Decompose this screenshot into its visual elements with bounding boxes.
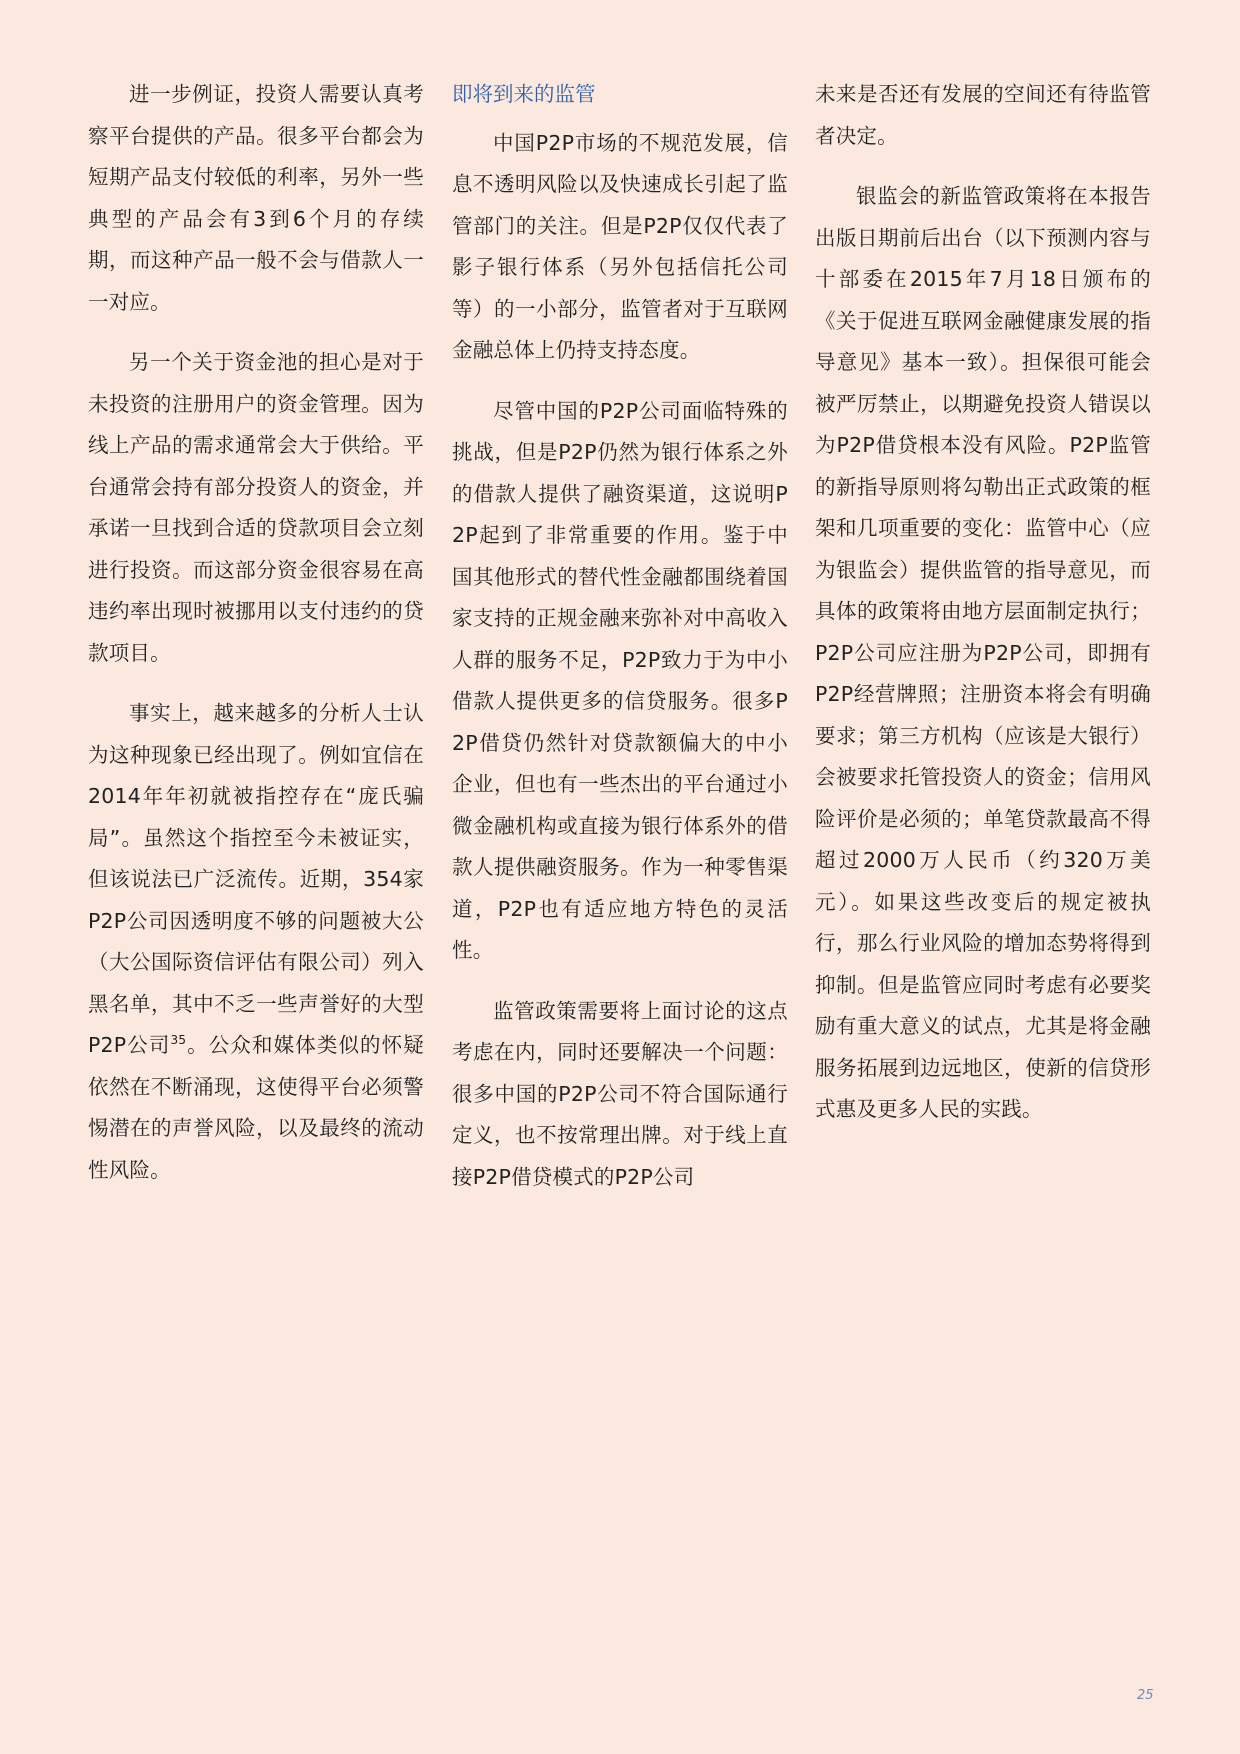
paragraph	[88, 693, 424, 1191]
section-heading: 即将到来的监管	[452, 82, 596, 106]
paragraph: 监管政策需要将上面讨论的这点考虑在内，同时还要解决一个问题：很多中国的P2P公司不符合国际通行定义，也不按常理出牌。对于线上直接P2P借贷模式的P2P公司	[452, 998, 788, 1189]
paragraph: 尽管中国的P2P公司面临特殊的挑战，但是P2P仍然为银行体系之外的借款人提供了融资渠道，这说明P2P起到了非常重要的作用。鉴于中国其他形式的替代性金融都围绕着国家支持的正规金融来弥补对中高收入人群的服务不足，P2P致力于为中小借款人提供更多的信贷服务。很多P2P借贷仍然针对贷款额偏大的中小企业，但也有一些杰出的平台通过小微金融机构或直接为银行体系外的借款人提供融资服务。作为一种零售渠道，P2P也有适应地方特色的灵活性。	[452, 398, 788, 962]
column-middle	[452, 74, 788, 1217]
paragraph-continued: 未来是否还有发展的空间还有待监管者决定。	[815, 82, 1151, 148]
column-left	[88, 74, 424, 1210]
page-number: 25	[1137, 1688, 1154, 1703]
paragraph: 另一个关于资金池的担心是对于未投资的注册用户的资金管理。因为线上产品的需求通常会大于供给。平台通常会持有部分投资人的资金，并承诺一旦找到合适的贷款项目会立刻进行投资。而这部分资金很容易在高违约率出现时被挪用以支付违约的贷款项目。	[88, 350, 424, 665]
footnote-marker[interactable]: 35	[170, 1033, 187, 1048]
paragraph-text: 。公众和媒体类似的怀疑依然在不断涌现，这使得平台必须警惕潜在的声誉风险，以及最终的流动性风险。	[88, 1033, 424, 1182]
paragraph-text: 事实上，越来越多的分析人士认为这种现象已经出现了。例如宜信在2014年年初就被指控存在“庞氏骗局”。虽然这个指控至今未被证实，但该说法已广泛流传。近期，354家P2P公司因透明度不够的问题被大公（大公国际资信评估有限公司）列入黑名单，其中不乏一些声誉好的大型P2P公司	[88, 701, 424, 1057]
paragraph: 银监会的新监管政策将在本报告出版日期前后出台（以下预测内容与十部委在2015年7月18日颁布的《关于促进互联网金融健康发展的指导意见》基本一致）。担保很可能会被严厉禁止，以期避免投资人错误以为P2P借贷根本没有风险。P2P监管的新指导原则将勾勒出正式政策的框架和几项重要的变化：监管中心（应为银监会）提供监管的指导意见，而具体的政策将由地方层面制定执行；P2P公司应注册为P2P公司，即拥有P2P经营牌照；注册资本将会有明确要求；第三方机构（应该是大银行）会被要求托管投资人的资金；信用风险评价是必须的；单笔贷款最高不得超过2000万人民币（约320万美元）。如果这些改变后的规定被执行，那么行业风险的增加态势将得到抑制。但是监管应同时考虑有必要奖励有重大意义的试点，尤其是将金融服务拓展到边远地区，使新的信贷形式惠及更多人民的实践。	[815, 184, 1151, 1121]
paragraph: 中国P2P市场的不规范发展，信息不透明风险以及快速成长引起了监管部门的关注。但是P2P仅仅代表了影子银行体系（另外包括信托公司等）的一小部分，监管者对于互联网金融总体上仍持支持态度。	[452, 130, 788, 362]
column-right	[815, 74, 1151, 1150]
paragraph: 进一步例证，投资人需要认真考察平台提供的产品。很多平台都会为短期产品支付较低的利率，另外一些典型的产品会有3到6个月的存续期，而这种产品一般不会与借款人一一对应。	[88, 82, 424, 314]
